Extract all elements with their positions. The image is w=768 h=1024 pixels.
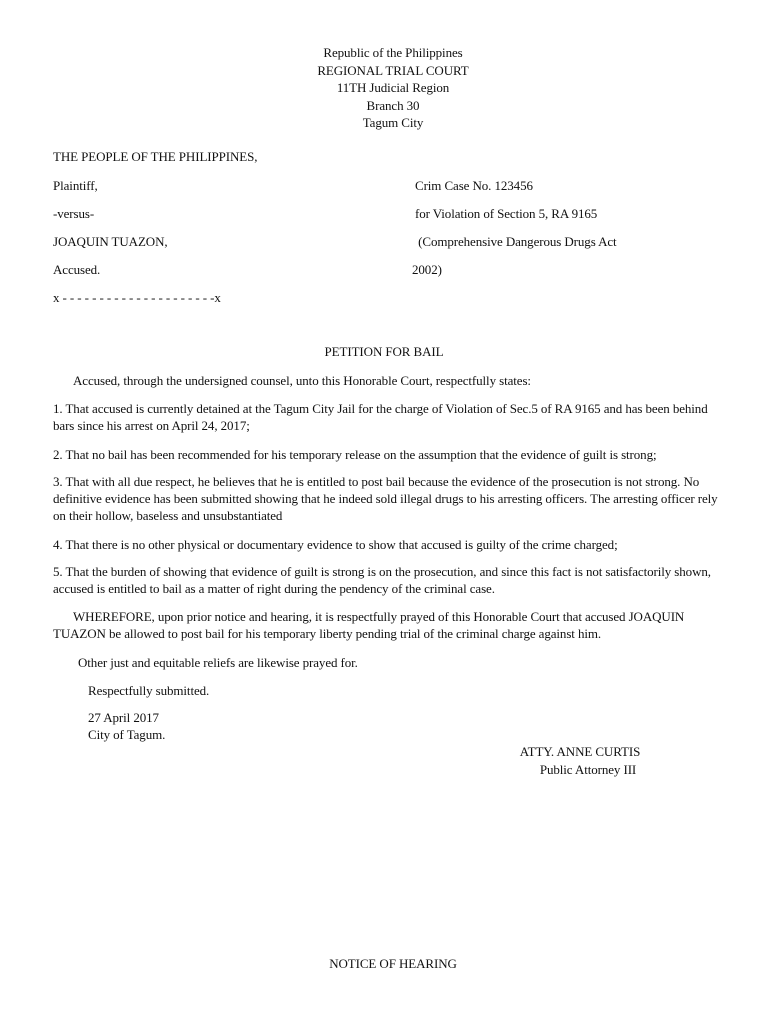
caption-people: THE PEOPLE OF THE PHILIPPINES, [53,149,258,164]
case-act-line1: (Comprehensive Dangerous Drugs Act [415,234,617,249]
notice-of-hearing-title: NOTICE OF HEARING [329,956,457,971]
other-reliefs: Other just and equitable reliefs are likewise prayed for. [78,655,358,670]
petition-item-3: 3. That with all due respect, he believes that he is entitled to post bail because the evidence of the prosecution is not strong. No definitive evidence has been submitted showing that he indeed sold illegal drugs to his arresting officers. The arresting officer rely on their hollow, baseless and unsubstantiated [53,474,718,523]
header-republic: Republic of the Philippines [323,45,463,60]
respectfully-submitted: Respectfully submitted. [88,683,210,698]
header-court: REGIONAL TRIAL COURT [317,62,469,78]
petition-item-2: 2. That no bail has been recommended for his temporary release on the assumption that the evidence of guilt is strong; [53,447,657,462]
case-act-line2: 2002) [412,262,442,277]
caption-separator: x - - - - - - - - - - - - - - - - - - - - -x [53,290,221,305]
petition-date: 27 April 2017 [88,710,159,725]
case-number: Crim Case No. 123456 [415,178,533,193]
header-city: Tagum City [362,115,424,130]
caption-accused-name: JOAQUIN TUAZON, [53,234,168,249]
petition-title: PETITION FOR BAIL [324,344,444,359]
petition-item-5: 5. That the burden of showing that evidence of guilt is strong is on the prosecution, and since this fact is not satisfactorily shown, accused is entitled to bail as a matter of right during the pendency of the criminal case. [53,564,711,596]
signatory-name: ATTY. ANNE CURTIS [519,744,641,759]
header-branch: Branch 30 [366,97,420,113]
petition-item-1: 1. That accused is currently detained at the Tagum City Jail for the charge of Violation of Sec.5 of RA 9165 and has been behind bars since his arrest on April 24, 2017; [53,401,708,433]
court-header [0,44,768,132]
caption-versus: -versus- [53,206,95,221]
petition-item-4: 4. That there is no other physical or documentary evidence to show that accused is guilty of the crime charged; [53,537,618,552]
header-region: 11TH Judicial Region [336,80,450,95]
petition-intro: Accused, through the undersigned counsel, unto this Honorable Court, respectfully states: [73,373,531,388]
case-violation: for Violation of Section 5, RA 9165 [415,206,598,221]
caption-accused: Accused. [53,262,101,277]
caption-plaintiff: Plaintiff, [53,178,98,193]
signatory-title: Public Attorney III [539,762,637,777]
wherefore-clause: WHEREFORE, upon prior notice and hearing, it is respectfully prayed of this Honorable Court that accused JOAQUIN TUAZON be allowed to post bail for his temporary liberty pending trial of the criminal charge against him. [53,609,685,641]
petition-place: City of Tagum. [88,727,166,742]
